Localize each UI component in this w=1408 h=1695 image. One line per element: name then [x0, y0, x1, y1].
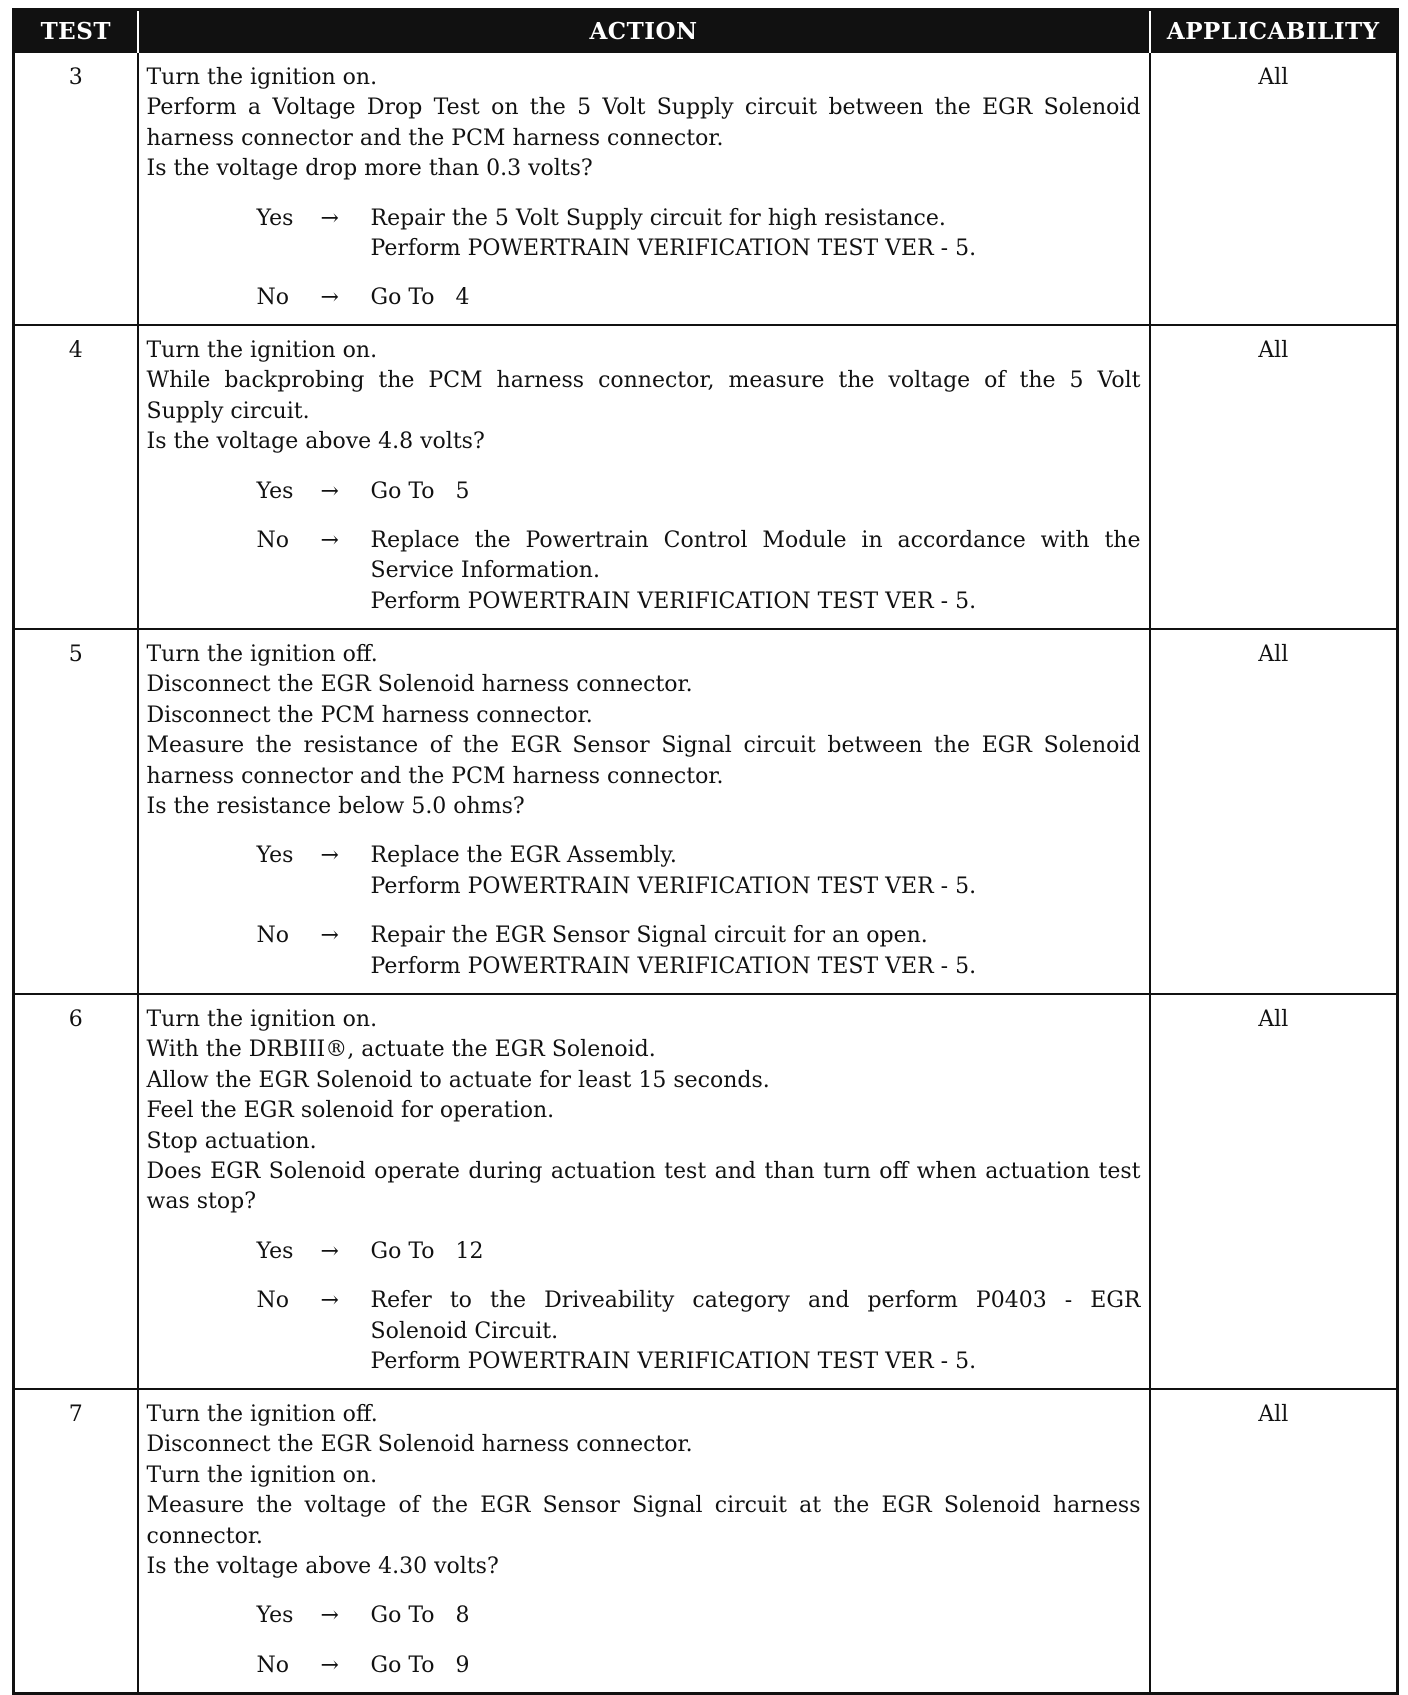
- answer-line: Go To 8: [370, 1603, 470, 1629]
- answer-text: [371, 204, 1141, 265]
- yes-label: Yes: [256, 1603, 294, 1629]
- table-row: [14, 52, 1398, 325]
- answer-line: Perform POWERTRAIN VERIFICATION TEST VER - 5.: [370, 873, 977, 899]
- action-cell: [138, 325, 1150, 629]
- answer-line: Repair the EGR Sensor Signal circuit for an open.: [370, 923, 928, 949]
- answer-yes: [257, 841, 1141, 902]
- answer-text: [371, 1237, 1141, 1267]
- answer-list: [147, 1601, 1141, 1681]
- action-step: Measure the voltage of the EGR Sensor Signal circuit at the EGR Solenoid harness connector.: [146, 1493, 1141, 1549]
- answer-line: Refer to the Driveability category and perform P0403 - EGR Solenoid Circuit.: [370, 1288, 1141, 1344]
- table-row: [14, 1389, 1398, 1693]
- action-step: Turn the ignition on.: [146, 1462, 378, 1488]
- table-row: [14, 325, 1398, 629]
- arrow-right-icon: →: [320, 528, 339, 554]
- action-cell: [138, 994, 1150, 1389]
- action-steps: [147, 63, 1141, 185]
- action-step: Does EGR Solenoid operate during actuation test and than turn off when actuation test was stop?: [146, 1159, 1141, 1215]
- yes-label: Yes: [256, 205, 294, 231]
- action-steps: [147, 336, 1141, 458]
- applicability-value: All: [1150, 52, 1398, 325]
- answer-list: [147, 1237, 1141, 1378]
- arrow-right-icon: →: [320, 1652, 339, 1678]
- action-step: While backprobing the PCM harness connector, measure the voltage of the 5 Volt Supply circuit.: [146, 368, 1141, 424]
- answer-no: [257, 1651, 1141, 1681]
- answer-yes: [257, 204, 1141, 265]
- diagnostic-test-table: [12, 8, 1399, 1695]
- answer-yes: [257, 1237, 1141, 1267]
- arrow-right-icon: →: [320, 843, 339, 869]
- applicability-value: All: [1150, 994, 1398, 1389]
- answer-no: [257, 921, 1141, 982]
- action-step: Measure the resistance of the EGR Sensor Signal circuit between the EGR Solenoid harness connector and the PCM harness connector.: [146, 733, 1141, 789]
- answer-list: [147, 204, 1141, 314]
- answer-line: Perform POWERTRAIN VERIFICATION TEST VER - 5.: [370, 1349, 977, 1375]
- arrow-right-icon: →: [320, 1288, 339, 1314]
- test-number: 5: [14, 629, 138, 994]
- answer-line: Go To 4: [370, 285, 470, 311]
- action-step: Is the voltage above 4.30 volts?: [146, 1554, 499, 1580]
- header-test: TEST: [14, 10, 138, 53]
- action-step: Disconnect the EGR Solenoid harness connector.: [146, 672, 693, 698]
- test-number: 6: [14, 994, 138, 1389]
- action-step: Turn the ignition on.: [146, 1007, 378, 1032]
- action-step: With the DRBIII®, actuate the EGR Solenoid.: [146, 1037, 656, 1063]
- action-step: Turn the ignition on.: [146, 338, 378, 363]
- action-step: Turn the ignition on.: [146, 65, 378, 90]
- arrow-right-icon: →: [320, 1603, 339, 1629]
- answer-line: Perform POWERTRAIN VERIFICATION TEST VER - 5.: [370, 588, 977, 614]
- answer-line: Perform POWERTRAIN VERIFICATION TEST VER - 5.: [370, 953, 977, 979]
- answer-text: [371, 1286, 1141, 1377]
- action-steps: [147, 1005, 1141, 1218]
- action-steps: [147, 640, 1141, 822]
- answer-line: Repair the 5 Volt Supply circuit for high resistance.: [370, 205, 946, 231]
- test-number: 7: [14, 1389, 138, 1693]
- answer-line: Go To 5: [370, 478, 470, 504]
- no-label: No: [256, 1652, 289, 1678]
- no-label: No: [256, 528, 289, 554]
- action-cell: [138, 52, 1150, 325]
- yes-label: Yes: [256, 478, 294, 504]
- answer-yes: [257, 1601, 1141, 1631]
- header-applicability: APPLICABILITY: [1150, 10, 1398, 53]
- no-label: No: [256, 923, 289, 949]
- action-step: Feel the EGR solenoid for operation.: [146, 1098, 555, 1124]
- arrow-right-icon: →: [320, 205, 339, 231]
- no-label: No: [256, 285, 289, 311]
- answer-text: [371, 841, 1141, 902]
- table-row: [14, 994, 1398, 1389]
- answer-no: [257, 1286, 1141, 1377]
- action-step: Is the voltage above 4.8 volts?: [146, 429, 485, 455]
- arrow-right-icon: →: [320, 923, 339, 949]
- answer-line: Perform POWERTRAIN VERIFICATION TEST VER - 5.: [370, 236, 977, 262]
- action-cell: [138, 629, 1150, 994]
- answer-text: [371, 1651, 1141, 1681]
- action-step: Stop actuation.: [146, 1128, 317, 1154]
- arrow-right-icon: →: [320, 285, 339, 311]
- action-step: Allow the EGR Solenoid to actuate for least 15 seconds.: [146, 1067, 770, 1093]
- answer-no: [257, 283, 1141, 313]
- answer-line: Replace the Powertrain Control Module in accordance with the Service Information.: [370, 528, 1141, 584]
- yes-label: Yes: [256, 1238, 294, 1264]
- table-row: [14, 629, 1398, 994]
- action-step: Turn the ignition off.: [146, 642, 378, 667]
- no-label: No: [256, 1288, 289, 1314]
- action-cell: [138, 1389, 1150, 1693]
- answer-line: Go To 12: [370, 1238, 484, 1264]
- answer-list: [147, 841, 1141, 982]
- test-number: 4: [14, 325, 138, 629]
- action-step: Turn the ignition off.: [146, 1402, 378, 1427]
- answer-line: Replace the EGR Assembly.: [370, 843, 677, 869]
- answer-text: [371, 477, 1141, 507]
- answer-text: [371, 921, 1141, 982]
- answer-no: [257, 526, 1141, 617]
- answer-list: [147, 477, 1141, 618]
- answer-text: [371, 283, 1141, 313]
- action-steps: [147, 1400, 1141, 1582]
- answer-line: Go To 9: [370, 1652, 470, 1678]
- action-step: Disconnect the EGR Solenoid harness connector.: [146, 1432, 693, 1458]
- header-action: ACTION: [138, 10, 1150, 53]
- answer-text: [371, 1601, 1141, 1631]
- applicability-value: All: [1150, 325, 1398, 629]
- answer-yes: [257, 477, 1141, 507]
- applicability-value: All: [1150, 629, 1398, 994]
- table-header-row: [14, 10, 1398, 53]
- yes-label: Yes: [256, 843, 294, 869]
- answer-text: [371, 526, 1141, 617]
- action-step: Perform a Voltage Drop Test on the 5 Volt Supply circuit between the EGR Solenoid harness connector and the PCM harness connector.: [146, 95, 1141, 151]
- applicability-value: All: [1150, 1389, 1398, 1693]
- arrow-right-icon: →: [320, 1238, 339, 1264]
- arrow-right-icon: →: [320, 478, 339, 504]
- action-step: Is the resistance below 5.0 ohms?: [146, 794, 525, 820]
- test-number: 3: [14, 52, 138, 325]
- action-step: Is the voltage drop more than 0.3 volts?: [146, 156, 593, 182]
- action-step: Disconnect the PCM harness connector.: [146, 702, 593, 728]
